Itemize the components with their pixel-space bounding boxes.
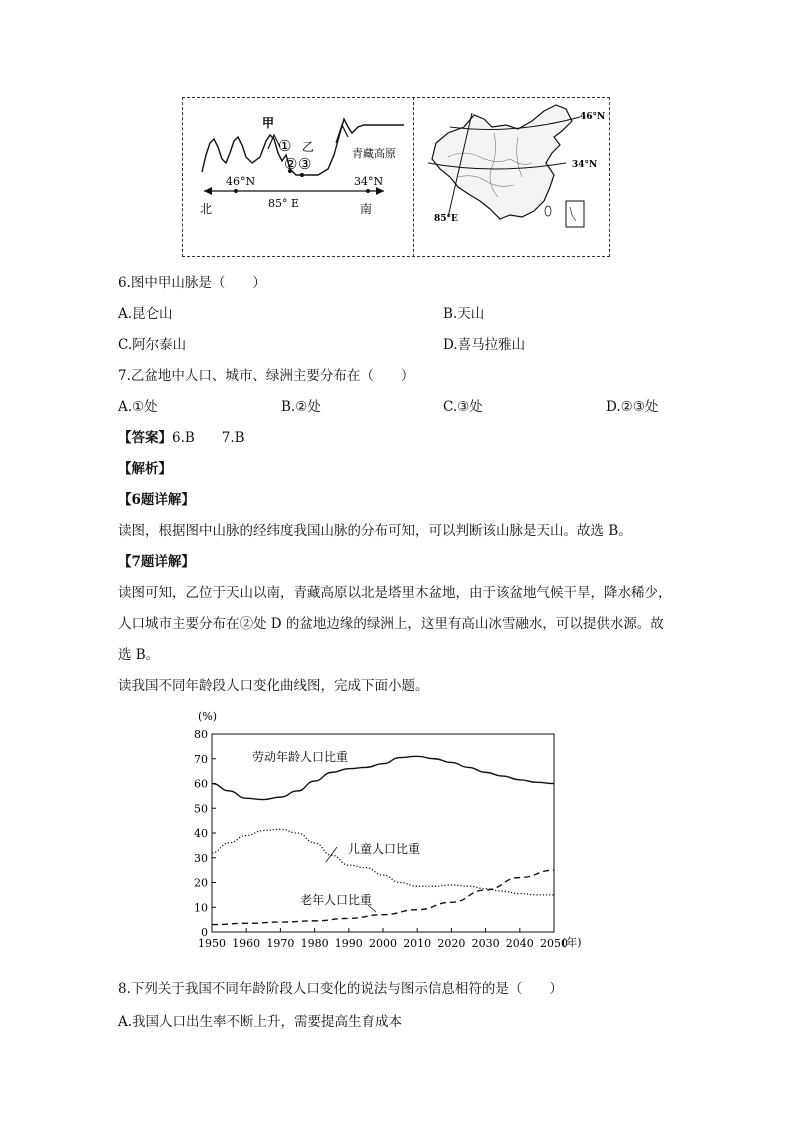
chart-xlabel: (年) (562, 936, 582, 949)
q7-option-d: D.②③处 (606, 399, 659, 415)
q7-option-b: B.②处 (281, 399, 321, 415)
y-tick-label: 70 (194, 752, 208, 766)
q6-option-d: D.喜马拉雅山 (443, 337, 526, 353)
intro-chart-question: 读我国不同年龄段人口变化曲线图，完成下面小题。 (118, 678, 429, 694)
label-south: 南 (360, 202, 373, 216)
x-tick-label: 2000 (369, 937, 397, 950)
q7-option-a: A.①处 (118, 399, 158, 415)
map-label-46n: 46°N (580, 112, 606, 122)
q7-detail-label: 【7题详解】 (118, 554, 195, 570)
y-tick-label: 80 (194, 728, 208, 741)
terrain-profile-diagram (182, 97, 414, 257)
label-north: 北 (200, 202, 213, 216)
y-tick-label: 10 (194, 901, 208, 915)
y-tick-label: 40 (194, 827, 208, 840)
q7-detail-line-2: 人口城市主要分布在②处 D 的盆地边缘的绿洲上，这里有高山冰雪融水，可以提供水源。故 (118, 616, 664, 632)
x-tick-label: 2040 (505, 937, 534, 950)
label-circle-1: ① (278, 137, 292, 155)
q8-option-a: A.我国人口出生率不断上升，需要提高生育成本 (118, 1014, 403, 1030)
leader-line-children (326, 847, 337, 862)
y-tick-label: 30 (194, 851, 208, 865)
answer-label: 【答案】 (118, 430, 172, 446)
series-line-elderly (212, 870, 554, 924)
analysis-label: 【解析】 (118, 461, 172, 477)
q7-option-c: C.③处 (443, 399, 483, 415)
china-map (414, 97, 609, 257)
label-plateau: 青藏高原 (352, 147, 396, 160)
q7-detail-line-1: 读图可知，乙位于天山以南，青藏高原以北是塔里木盆地，由于该盆地气候干旱，降水稀少， (118, 585, 672, 601)
chart-ylabel: (%) (198, 710, 218, 723)
label-yi: 乙 (302, 140, 315, 154)
series-line-children (212, 829, 554, 895)
answer-text: 6.B 7.B (172, 430, 245, 446)
y-tick-label: 20 (194, 876, 208, 890)
q7-detail-line-3: 选 B。 (118, 647, 160, 663)
x-tick-label: 2010 (403, 937, 432, 950)
x-tick-label: 1950 (198, 937, 226, 950)
q6-detail-label: 【6题详解】 (118, 492, 195, 508)
label-lat-46: 46°N (226, 175, 256, 188)
x-tick-label: 1990 (334, 937, 363, 950)
map-label-34n: 34°N (572, 160, 598, 170)
answer-line (118, 426, 245, 446)
y-tick-label: 50 (194, 802, 208, 816)
x-tick-label: 2050 (540, 937, 568, 950)
population-age-chart (190, 706, 610, 956)
x-tick-label: 2030 (471, 937, 500, 950)
label-longitude: 85° E (268, 197, 300, 210)
label-circle-3: ③ (298, 155, 312, 173)
q6-option-c: C.阿尔泰山 (118, 337, 187, 353)
series-label-working-age: 劳动年龄人口比重 (252, 750, 349, 764)
y-tick-label: 0 (201, 926, 208, 939)
q6-option-a: A.昆仑山 (118, 306, 173, 322)
x-tick-label: 1960 (232, 937, 261, 950)
series-label-elderly: 老年人口比重 (300, 893, 373, 907)
q8-stem: 8.下列关于我国不同年龄阶段人口变化的说法与图示信息相符的是（ ） (118, 981, 563, 997)
x-tick-label: 2020 (437, 937, 466, 950)
q6-stem: 6.图中甲山脉是（ ） (118, 275, 266, 291)
y-tick-label: 60 (194, 777, 208, 791)
label-jia: 甲 (262, 116, 275, 130)
label-circle-2: ② (284, 155, 298, 173)
x-tick-label: 1970 (266, 937, 295, 950)
series-label-children: 儿童人口比重 (348, 842, 421, 856)
x-tick-label: 1980 (300, 937, 329, 950)
q7-stem: 7.乙盆地中人口、城市、绿洲主要分布在（ ） (118, 368, 415, 384)
q6-detail-text: 读图，根据图中山脉的经纬度我国山脉的分布可知，可以判断该山脉是天山。故选 B。 (118, 523, 632, 539)
q6-option-b: B.天山 (443, 306, 485, 322)
map-label-85e: 85°E (434, 214, 458, 224)
label-lat-34: 34°N (354, 175, 384, 188)
